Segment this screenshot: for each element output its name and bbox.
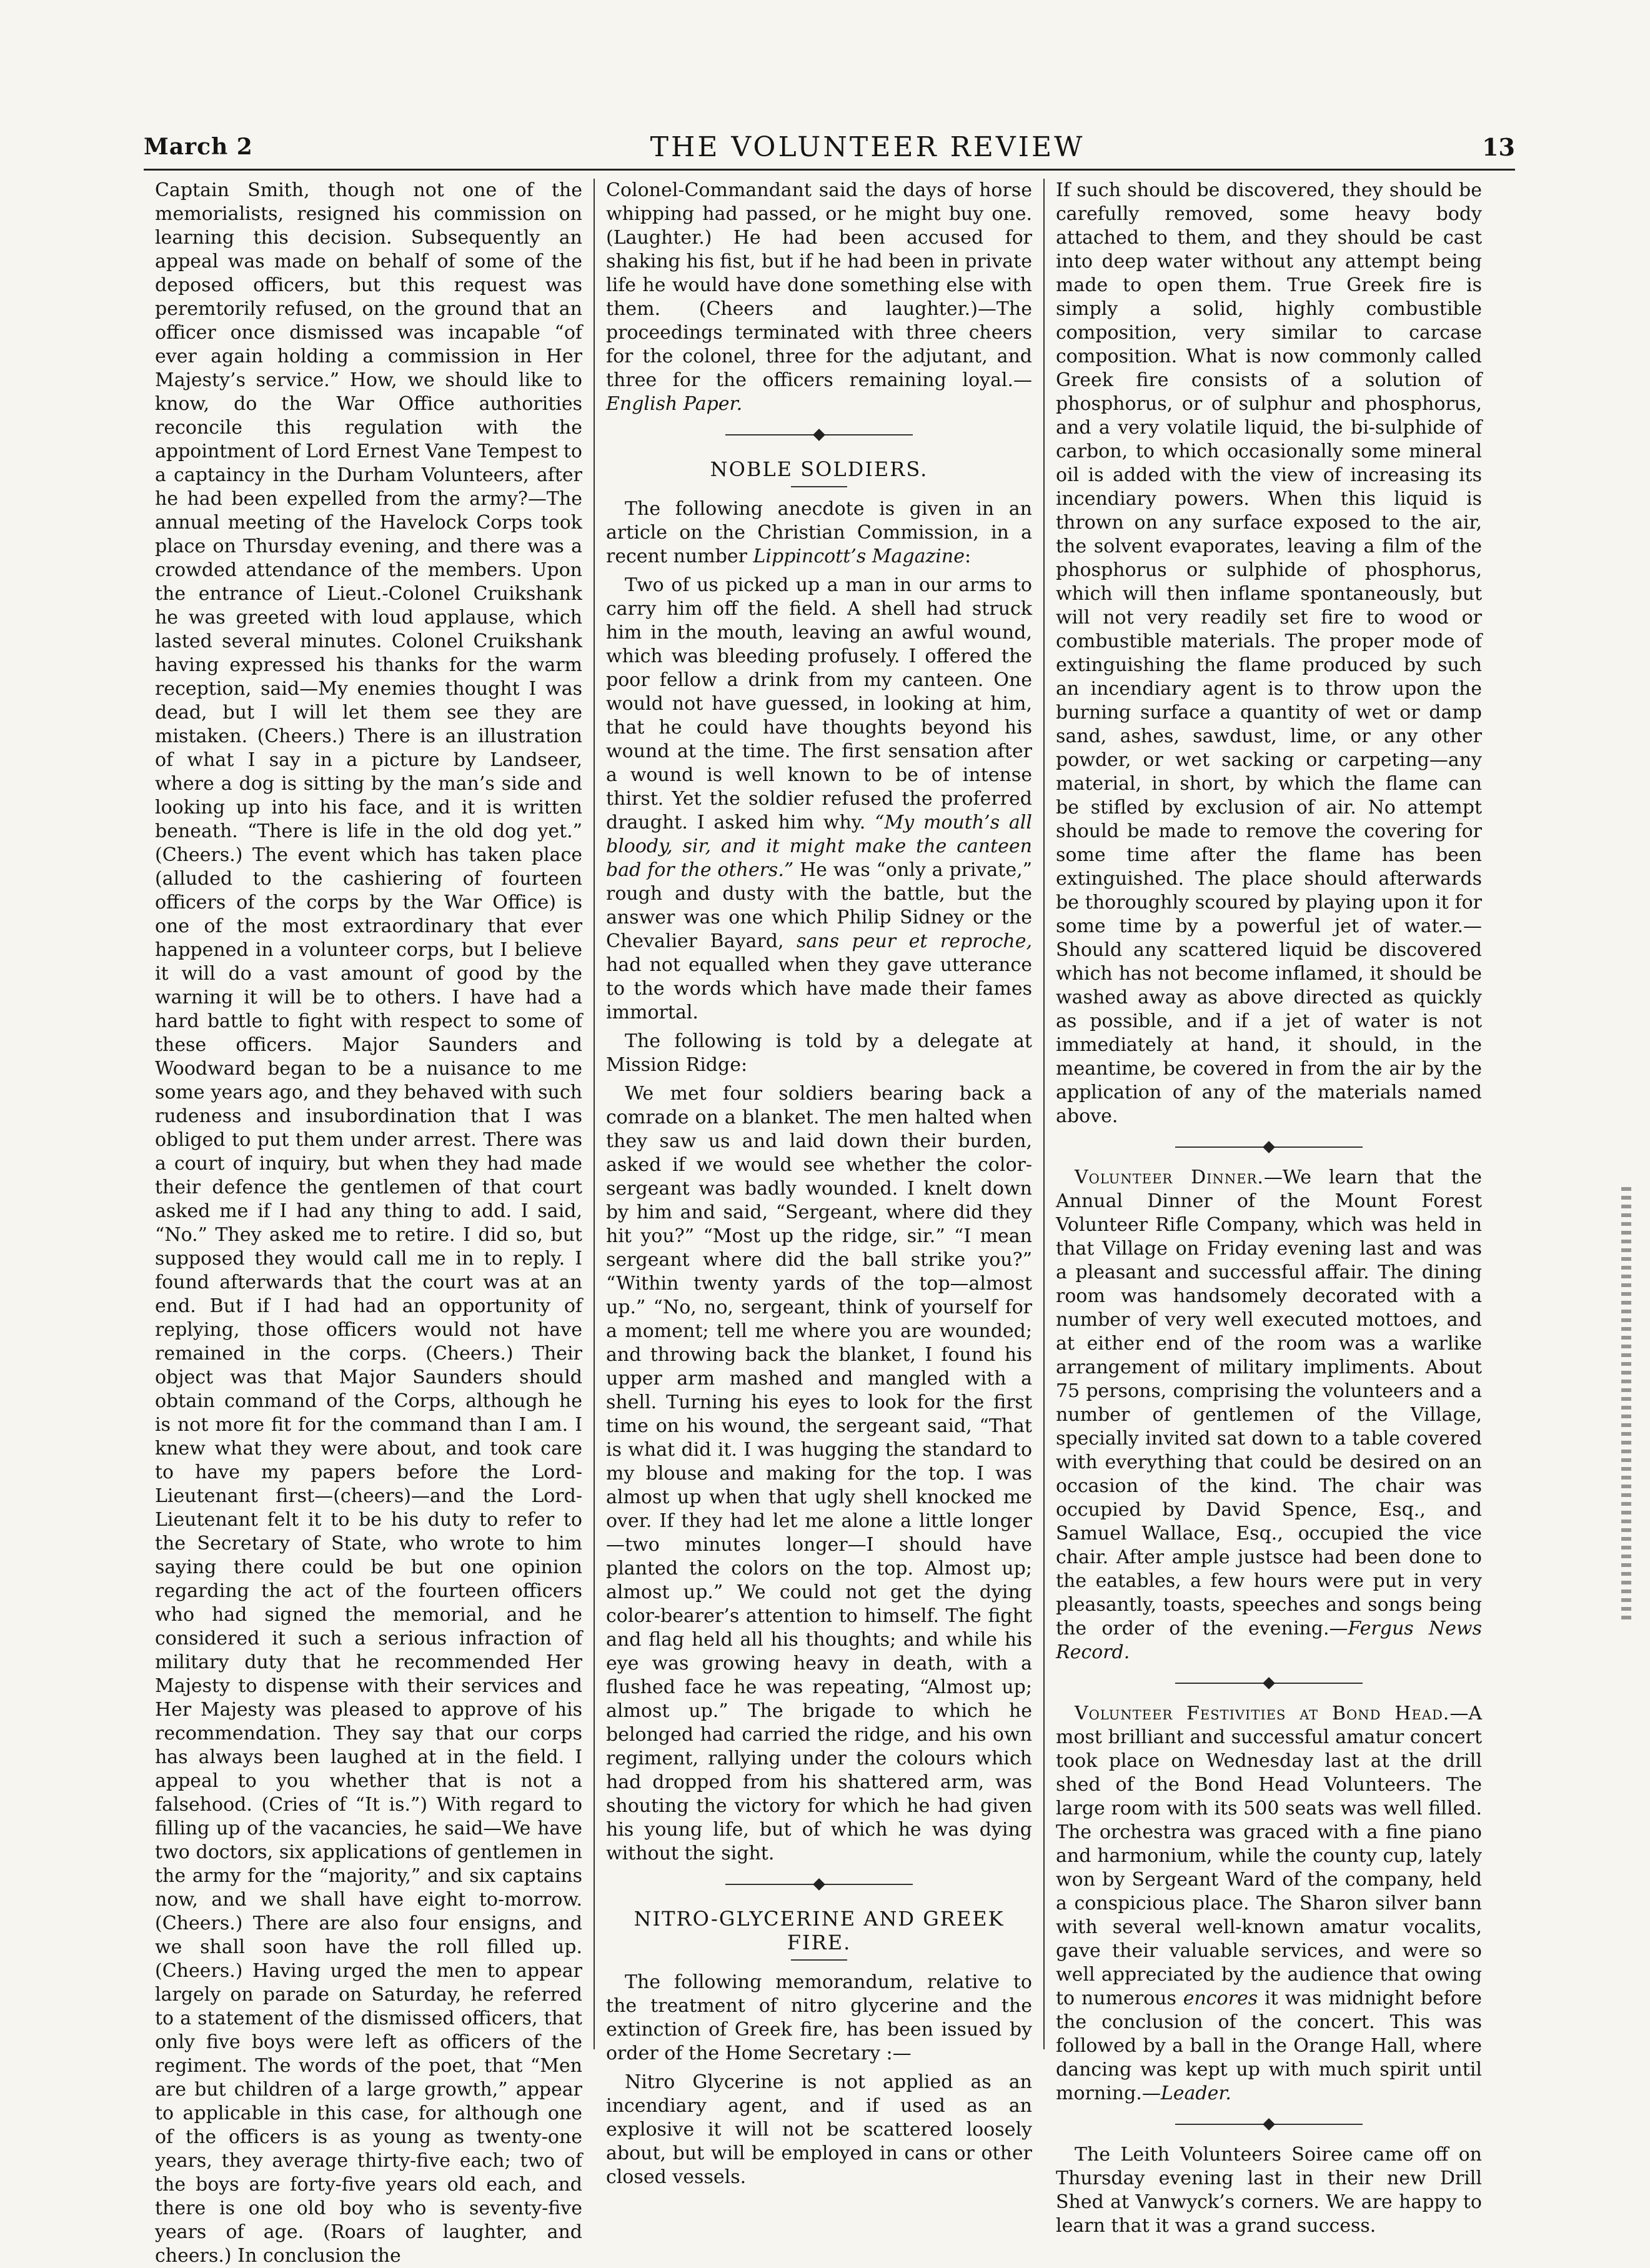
magazine-name: Lippincott’s Magazine	[753, 545, 965, 567]
soldier-quote: “My mouth’s all bloody, sir, and it might make the canteen bad for the others.”	[606, 812, 1032, 881]
section-divider	[1175, 2118, 1363, 2131]
section-divider	[725, 1878, 913, 1891]
bond-head-lead: Volunteer Festivities at Bond Head.	[1075, 1703, 1450, 1724]
columns	[144, 179, 1515, 2267]
volunteer-dinner-lead: Volunteer Dinner.	[1075, 1166, 1264, 1188]
havelock-article-continued: Colonel-Commandant said the days of horse whipping had passed, or he might buy one. (Laughter.) He had been accused for shaking his fist, but if he had been in private life he would have done something else with them. (Cheers and laughter.)—The proceedings terminated with three cheers for the colonel, three for the adjutant, and three for the officers remaining loyal.—English Paper.	[606, 179, 1032, 415]
page-header	[144, 125, 1515, 171]
color-sergeant-story: We met four soldiers bearing back a comrade on a blanket. The men halted when they saw us and laid down their burden, asked if we would see whether the color-sergeant was badly wounded. I knelt down by him and said, “Sergeant, where did they hit you?” “Most up the ridge, sir.” “I mean sergeant where did the ball strike you?” “Within twenty yards of the top—almost up.” “No, no, sergeant, think of yourself for a moment; tell me where you are wounded; and throwing back the blanket, I found his upper arm mashed and mangled with a shell. Turning his eyes to look for the first time on his wound, the sergeant said, “That is what did it. I was hugging the standard to my blouse and making for the top. I was almost up when that ugly shell knocked me over. If they had let me alone a little longer—two minutes longer—I should have planted the colors on the top. Almost up; almost up.” We could not get the dying color-bearer’s attention to himself. The fight and flag held all his thoughts; and while his eye was growing heavy in death, with a flushed face he was repeating, “Almost up; almost up.” The brigade to which he belonged had carried the ridge, and his own regiment, rallying under the colours which had dropped from his shattered arm, was shouting the victory for which he had given his young life, but of which he was dying without the sight.	[606, 1083, 1032, 1864]
page-number: 13	[1482, 132, 1515, 161]
column-1	[144, 179, 594, 2267]
column-2	[594, 179, 1043, 2188]
source-fergus-news-record: Fergus News Record.	[1056, 1618, 1482, 1663]
source-leader: Leader.	[1160, 2082, 1231, 2104]
french-phrase: sans peur et reproche,	[796, 930, 1032, 952]
volunteer-dinner-article: Volunteer Dinner.—We learn that the Annual Dinner of the Mount Forest Volunteer Rifle Company, which was held in that Village on Friday evening last and was a pleasant and successful affair. The dining room was handsomely decorated with a number of very well executed mottoes, and at either end of the room was a warlike arrangement of military impliments. About 75 persons, comprising the volunteers and a number of gentlemen of the Village, specially invited sat down to a table covered with everything that could be desired on an occasion of the kind. The chair was occupied by David Spence, Esq., and Samuel Wallace, Esq., occupied the vice chair. After ample justsce had been done to the eatables, a few hours were put in very pleasantly, toasts, speeches and songs being the order of the evening.—Fergus News Record.	[1056, 1166, 1482, 1663]
issue-date: March 2	[144, 134, 253, 160]
bond-head-article: Volunteer Festivities at Bond Head.—A most brilliant and successful amatur concert took place on Wednesday last at the drill shed of the Bond Head Volunteers. The large room with its 500 seats was well filled. The orchestra was graced with a fine piano and harmonium, while the county cup, lately won by Sergeant Ward of the company, held a conspicious place. The Sharon silver bann with several well-known amatur vocalits, gave their valuable services, and were so well appreciated by the audience that owing to numerous encores it was midnight before the conclusion of the concert. This was followed by a ball in the Orange Hall, where dancing was kept up with much spirit until morning.—Leader.	[1056, 1703, 1482, 2104]
mission-ridge-intro: The following is told by a delegate at Mission Ridge:	[606, 1030, 1032, 1076]
nitro-memorandum-intro: The following memorandum, relative to the treatment of nitro glycerine and the extinction of Greek fire, has been issued by order of the Home Secretary :—	[606, 1971, 1032, 2064]
noble-soldiers-anecdote: Two of us picked up a man in our arms to carry him off the field. A shell had struck him in the mouth, leaving an awful wound, which was bleeding profusely. I offered the poor fellow a drink from my canteen. One would not have guessed, in looking at him, that he could have thoughts beyond his wound at the time. The first sensation after a wound is well known to be of intense thirst. Yet the soldier refused the proferred draught. I asked him why. “My mouth’s all bloody, sir, and it might make the canteen bad for the others.” He was “only a private,” rough and dusty with the battle, but the answer was one which Philip Sidney or the Chevalier Bayard, sans peur et reproche, had not equalled when they gave utterance to the words which have made their fames immortal.	[606, 574, 1032, 1023]
section-divider	[1175, 1677, 1363, 1689]
section-divider	[1175, 1141, 1363, 1153]
nitro-glycerine-heading: NITRO-GLYCERINE AND GREEK FIRE.	[634, 1907, 1005, 1954]
noble-soldiers-heading: NOBLE SOLDIERS.	[710, 457, 928, 481]
nitro-memorandum-body: Nitro Glycerine is not applied as an incendiary agent, and if used as an explosive it will not be scattered loosely about, but will be employed in cans or other closed vessels.	[606, 2071, 1032, 2188]
column-3	[1043, 179, 1493, 2237]
havelock-corps-article: Captain Smith, though not one of the memorialists, resigned his commission on learning this decision. Subsequently an appeal was made on behalf of some of the deposed officers, but this request was peremtorily refused, on the ground that an officer once dismissed was incapable “of ever again holding a commission in Her Majesty’s service.” How, we should like to know, do the War Office authorities reconcile this regulation with the appointment of Lord Ernest Vane Tempest to a captaincy in the Durham Volunteers, after he had been expelled from the army?—The annual meeting of the Havelock Corps took place on Thursday evening, and there was a crowded attendance of the members. Upon the entrance of Lieut.-Colonel Cruikshank he was greeted with loud applause, which lasted several minutes. Colonel Cruikshank having expressed his thanks for the warm reception, said—My enemies thought I was dead, but I will let them see they are mistaken. (Cheers.) There is an illustration of what I say in a picture by Landseer, where a dog is sitting by the man’s side and looking up into his face, and it is written beneath. “There is life in the old dog yet.” (Cheers.) The event which has taken place (alluded to the cashiering of fourteen officers of the corps by the War Office) is one of the most extraordinary that ever happened in a volunteer corps, but I believe it will do a vast amount of good by the warning it will be to others. I have had a hard battle to fight with respect to some of these officers. Major Saunders and Woodward began to be a nuisance to me some years ago, and they behaved with such rudeness and insubordination that I was obliged to put them under arrest. There was a court of inquiry, but when they had made their defence the gentlemen of that court asked me if I had any thing to add. I said, “No.” They asked me to retire. I did so, but supposed they would call me in to reply. I found afterwards that the court was at an end. But if I had had an opportunity of replying, those officers would not have remained in the corps. (Cheers.) Their object was that Major Saunders should obtain command of the Corps, although he is not more fit for the command than I am. I knew what they were about, and took care to have my papers before the Lord-Lieutenant first—(cheers)—and the Lord-Lieutenant felt it to be his duty to refer to the Secretary of State, who wrote to him saying there could be but one opinion regarding the act of the fourteen officers who had signed the memorial, and he considered it such a serious infraction of military duty that he recommended Her Majesty to dispense with their services and Her Majesty was pleased to approve of his recommendation. They say that our corps has always been laughed at in the field. I appeal to you whether that is not a falsehood. (Cries of “It is.”) With regard to filling up of the vacancies, he said—We have two doctors, six applications of gentlemen in the army for the “majority,” and six captains now, and we shall have eight to-morrow. (Cheers.) There are also four ensigns, and we shall soon have the roll filled up. (Cheers.) Having urged the men to appear largely on parade on Saturday, he referred to a statement of the dismissed officers, that only five boys were left as officers of the regiment. The words of the poet, that “Men are but children of a large growth,” appear to applicable in this case, for although one of the officers is as young as twenty-one years, they average thirty-five each; two of the boys are forty-five years old each, and there is one old boy who is seventy-five years of age. (Roars of laughter, and cheers.) In conclusion the	[155, 179, 582, 2267]
scan-edge-artifact	[1621, 1187, 1631, 1624]
heading-rule	[791, 1959, 847, 1961]
source-english-paper: English Paper.	[606, 393, 743, 415]
encores-word: encores	[1183, 1987, 1258, 2009]
heading-rule	[791, 486, 847, 487]
leith-volunteers-article: The Leith Volunteers Soiree came off on Thursday evening last in their new Drill Shed at Vanwyck’s corners. We are happy to learn that it was a grand success.	[1056, 2144, 1482, 2237]
greek-fire-continued: If such should be discovered, they should be carefully removed, some heavy body attached to them, and they should be cast into deep water without any attempt being made to open them. True Greek fire is simply a solid, highly combustible composition, very similar to carcase composition. What is now commonly called Greek fire consists of a solution of phosphorus, or of sulphur and phosphorus, and a very volatile liquid, the bi-sulphide of carbon, to which occasionally some mineral oil is added with the view of increasing its incendiary powers. When this liquid is thrown on any surface exposed to the air, the solvent evaporates, leaving a film of the phosphorus or sulphide of phosphorus, which will then inflame spontaneously, but will not very readily set fire to wood or combustible materials. The proper mode of extinguishing the flame produced by such an incendiary agent is to throw upon the burning surface a quantity of wet or damp sand, ashes, sawdust, lime, or any other powder, or wet sacking or carpeting—any material, in short, by which the flame can be stifled by exclusion of air. No attempt should be made to remove the covering for some time after the flame has been extinguished. The place should afterwards be thoroughly scoured by playing upon it for some time by a powerful jet of water.—Should any scattered liquid be discovered which has not become inflamed, it should be washed away as above directed as quickly as possible, and if a jet of water is not immediately at hand, it should, in the meantime, be covered in from the air by the application of any of the materials named above.	[1056, 179, 1482, 1127]
noble-soldiers-intro: The following anecdote is given in an article on the Christian Commission, in a recent number Lippincott’s Magazine:	[606, 498, 1032, 567]
newspaper-page	[144, 125, 1515, 2267]
section-divider	[725, 429, 913, 441]
publication-title: THE VOLUNTEER REVIEW	[650, 131, 1085, 163]
